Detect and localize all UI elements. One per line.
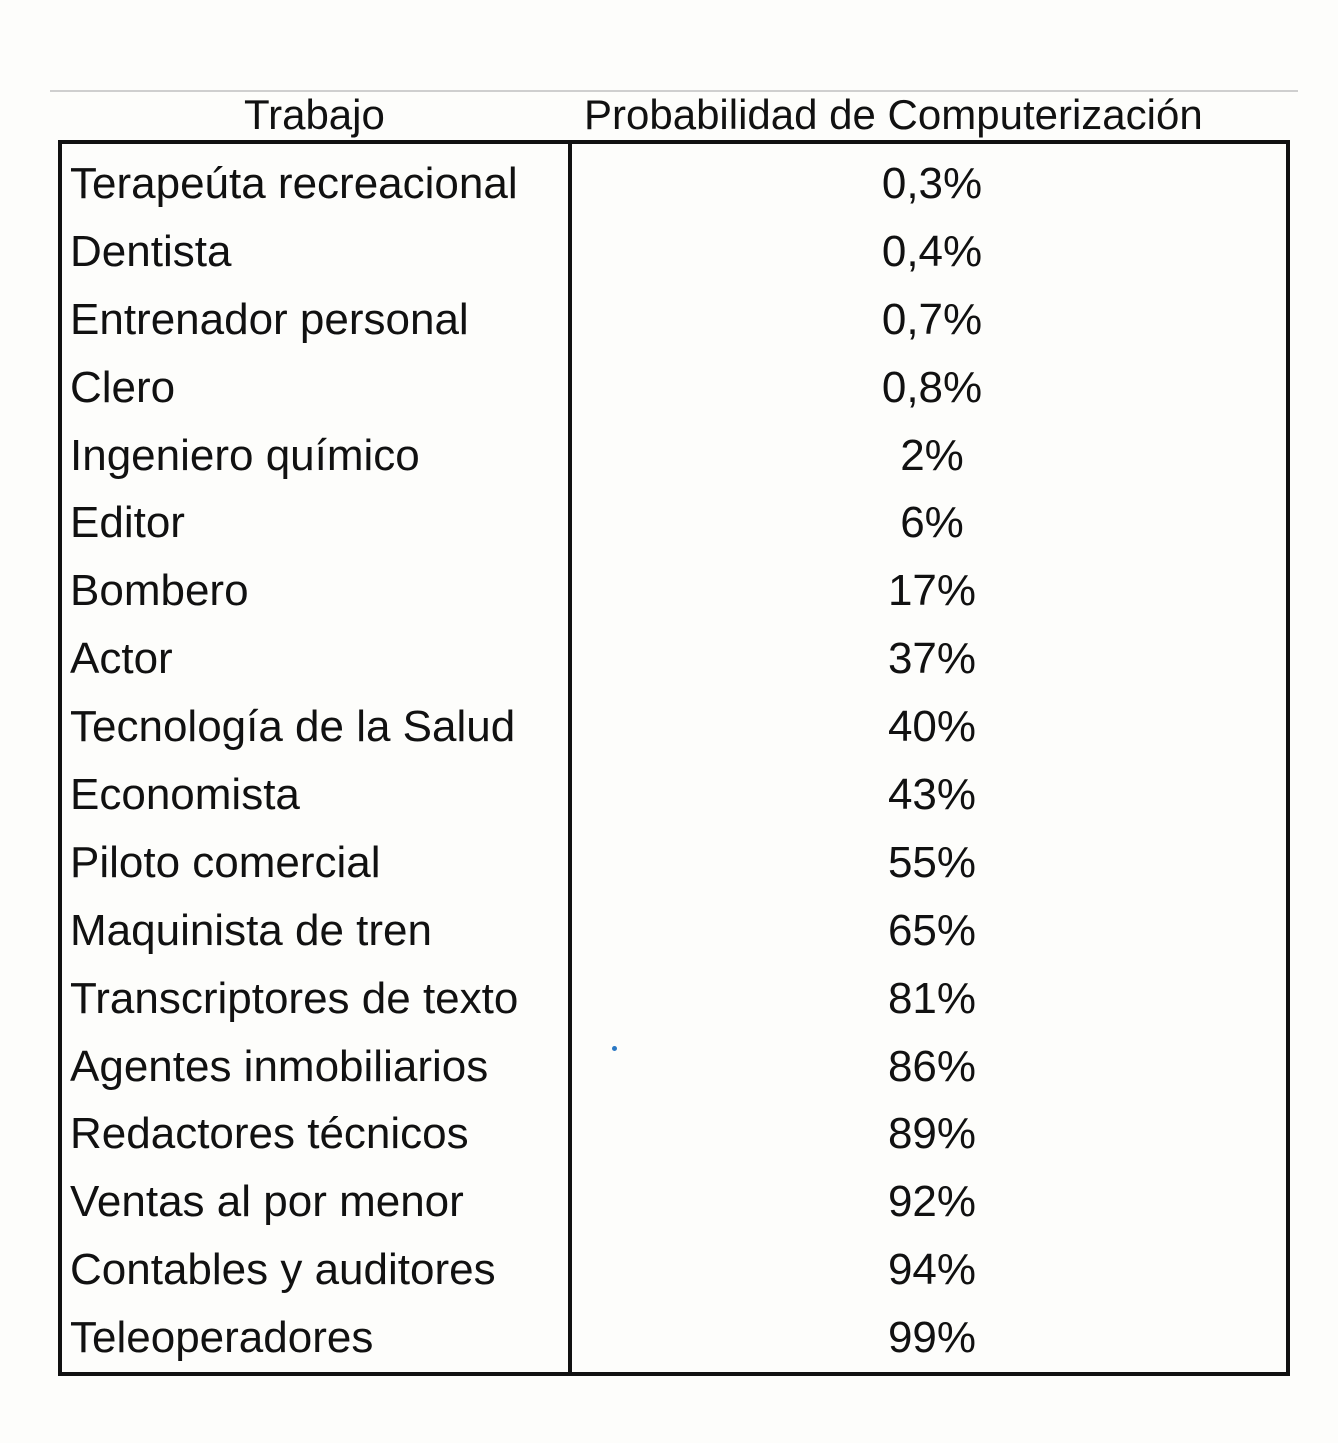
job-cell: Ventas al por menor <box>70 1177 464 1227</box>
probability-cell: 55% <box>887 837 977 887</box>
table-row <box>62 1170 1286 1238</box>
header-probability: Probabilidad de Computerización <box>584 91 1203 138</box>
table-row <box>62 288 1286 356</box>
job-cell: Teleoperadores <box>70 1313 374 1363</box>
table-row <box>62 220 1286 288</box>
jobs-table <box>58 140 1290 1376</box>
table-row <box>62 559 1286 627</box>
job-cell: Dentista <box>70 226 232 276</box>
table-row <box>62 491 1286 559</box>
table-body <box>62 152 1286 1374</box>
job-cell: Clero <box>70 362 176 412</box>
table-row <box>62 356 1286 424</box>
table-row <box>62 424 1286 492</box>
job-cell: Tecnología de la Salud <box>70 702 516 752</box>
table-row <box>62 1306 1286 1374</box>
table-row <box>62 967 1286 1035</box>
table-row <box>62 831 1286 899</box>
table-row <box>62 1102 1286 1170</box>
scan-speck <box>612 1046 617 1051</box>
job-cell: Agentes inmobiliarios <box>70 1041 489 1091</box>
job-cell: Maquinista de tren <box>70 905 432 955</box>
probability-cell: 6% <box>900 498 964 548</box>
probability-cell: 0,4% <box>881 226 983 276</box>
job-cell: Transcriptores de texto <box>70 973 519 1023</box>
probability-cell: 2% <box>900 430 964 480</box>
table-row <box>62 1035 1286 1103</box>
probability-cell: 40% <box>887 702 977 752</box>
job-cell: Editor <box>70 498 185 548</box>
probability-cell: 99% <box>887 1313 977 1363</box>
probability-cell: 94% <box>887 1245 977 1295</box>
table-header <box>62 90 1294 142</box>
table-row <box>62 152 1286 220</box>
probability-cell: 37% <box>887 634 977 684</box>
table-row <box>62 627 1286 695</box>
table-row <box>62 1238 1286 1306</box>
job-cell: Ingeniero químico <box>70 430 420 480</box>
probability-cell: 0,3% <box>881 159 983 208</box>
table-row <box>62 763 1286 831</box>
probability-cell: 17% <box>887 566 977 616</box>
probability-cell: 43% <box>887 770 977 820</box>
header-job: Trabajo <box>244 91 385 138</box>
probability-cell: 86% <box>887 1041 977 1091</box>
job-cell: Economista <box>70 770 300 820</box>
probability-cell: 81% <box>887 973 977 1023</box>
job-cell: Piloto comercial <box>70 837 381 887</box>
job-cell: Entrenador personal <box>70 294 469 344</box>
probability-cell: 65% <box>887 905 977 955</box>
job-cell: Contables y auditores <box>70 1245 496 1295</box>
probability-cell: 0,7% <box>881 294 983 344</box>
table-row <box>62 899 1286 967</box>
probability-cell: 89% <box>887 1109 977 1159</box>
probability-cell: 92% <box>887 1177 977 1227</box>
table-row <box>62 695 1286 763</box>
job-cell: Redactores técnicos <box>70 1109 469 1159</box>
job-cell: Terapeúta recreacional <box>70 159 518 208</box>
job-cell: Actor <box>70 634 173 684</box>
job-cell: Bombero <box>70 566 249 616</box>
probability-cell: 0,8% <box>881 362 983 412</box>
